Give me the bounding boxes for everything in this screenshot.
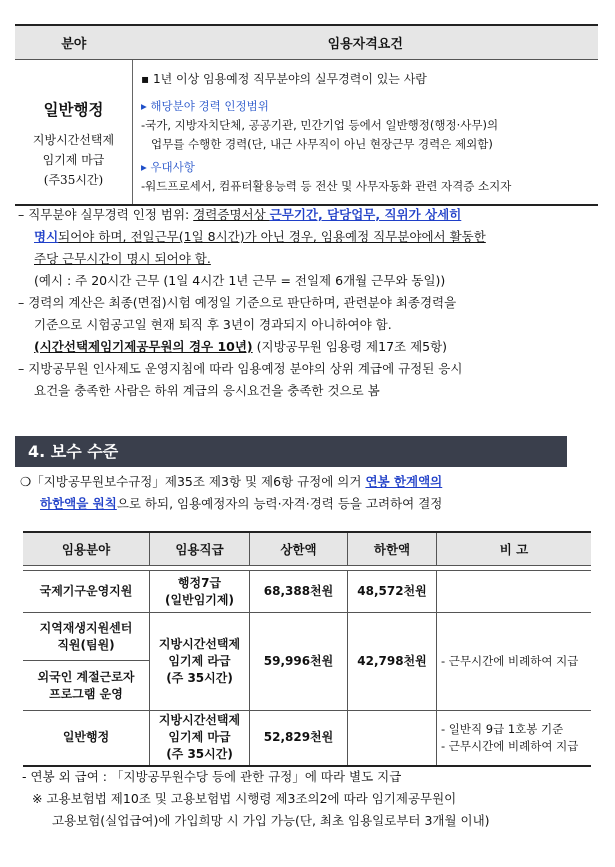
career-scope-line-1: -국가, 지방자치단체, 공공기관, 민간기업 등에서 일반행정(행정·사무)의 (141, 118, 499, 132)
note-1-line-2 (18, 226, 603, 248)
note-3-line-2: 요건을 충족한 사람은 하위 계급의 응시요건을 충족한 것으로 봄 (34, 383, 380, 398)
pay-r1-grade-a: 행정7급 (177, 575, 222, 590)
footer-line-2: ※ 고용보험법 제10조 및 고용보험법 시행령 제3조의2에 따라 임기제공무원이 (32, 791, 457, 806)
header-field: 분야 (15, 25, 133, 60)
pay-r1-upper: 68,388천원 (250, 571, 348, 613)
section-4-title: 4. 보수 수준 (15, 436, 567, 467)
pay-r3-field: 일반행정 (23, 711, 150, 766)
pay-r3-note (437, 711, 592, 766)
note-2-line-2: 기준으로 시험공고일 현재 퇴직 후 3년이 경과되지 아니하여야 함. (34, 317, 392, 332)
field-sub-1: 지방시간선택제 (32, 133, 115, 147)
intro-d: 으로 하되, 임용예정자의 능력·자격·경력 등을 고려하여 결정 (116, 496, 443, 511)
intro-emphasis-1: 연봉 한계액의 (365, 474, 443, 489)
pay-row-2a (23, 613, 591, 661)
intro-line-1 (20, 471, 600, 493)
note-1-emphasis: 근무기간, 담당업무, 직위가 상세히 (269, 207, 462, 222)
pay-r1-lower: 48,572천원 (348, 571, 437, 613)
note-1-a: – 직무분야 실무경력 인정 범위: (18, 207, 194, 222)
career-scope-line-2: 업무를 수행한 경력(단, 내근 사무직이 아닌 현장근무 경력은 제외함) (151, 137, 493, 151)
pay-header-upper: 상한액 (250, 532, 348, 566)
pay-r3-grade-c: (주 35시간) (166, 747, 233, 762)
note-2-ref: (지방공무원 임용령 제17조 제5항) (252, 339, 448, 354)
pay-header-grade: 임용직급 (150, 532, 250, 566)
footer-line-3: 고용보험(실업급여)에 가입희망 시 가입 가능(단, 최초 임용일로부터 3개월 이내) (52, 813, 490, 828)
field-cell (15, 60, 133, 206)
section-4-intro (20, 471, 600, 515)
intro-line-2 (20, 493, 600, 515)
note-1-emphasis-2: 명시 (34, 229, 59, 244)
pay-r1-field: 국제기구운영지원 (23, 571, 150, 613)
pay-r3-grade (150, 711, 250, 766)
pay-r3-grade-a: 지방시간선택제 (158, 713, 241, 728)
pay-r2-lower: 42,798천원 (348, 613, 437, 711)
note-2-line-1: – 경력의 계산은 최종(면접)시험 예정일 기준으로 판단하며, 관련분야 최종경력을 (18, 295, 457, 310)
pay-r2-grade-c: (주 35시간) (166, 671, 233, 685)
note-1-line-1 (18, 204, 603, 226)
pay-r3-note-line-2: - 근무시간에 비례하여 지급 (441, 738, 579, 753)
note-2-emphasis: (시간선택제임기제공무원의 경우 10년) (34, 339, 253, 354)
pay-r2-grade-a: 지방시간선택제 (158, 637, 241, 651)
note-1-e: 되어야 하며, 전일근무(1일 8시간)가 아닌 경우, 임용예정 직무분야에서 활동한 (58, 229, 486, 244)
note-2-line-3 (18, 336, 603, 358)
pay-r2-field-a-1: 지역재생지원센터 (39, 620, 133, 635)
pay-r1-grade-b: (일반임기제) (165, 592, 234, 607)
pay-r1-note (437, 571, 592, 613)
footer-line-1: - 연봉 외 급여 : 「지방공무원수당 등에 관한 규정」에 따라 별도 지급 (22, 769, 402, 784)
field-sub-3: (주35시간) (43, 173, 104, 187)
req-main: ▪ 1년 이상 임용예정 직무분야의 실무경력이 있는 사람 (141, 72, 427, 86)
pay-row-1 (23, 571, 591, 613)
pay-r3-lower (348, 711, 437, 766)
footer-block (22, 766, 602, 832)
pay-header-row (23, 532, 591, 566)
pay-r2-upper: 59,996천원 (250, 613, 348, 711)
pay-r2-field-a (23, 613, 150, 661)
intro-emphasis-2: 하한액을 원칙 (40, 496, 117, 511)
pay-r2-field-b (23, 661, 150, 711)
note-1-example: (예시 : 주 20시간 근무 (1일 4시간 1년 근무 = 전일제 6개월 근무와 동일)) (34, 273, 446, 288)
pay-r2-field-b-1: 외국인 계절근로자 (37, 669, 135, 684)
qualification-header-row (15, 25, 598, 60)
pay-r2-grade-b: 임기제 라급 (168, 654, 231, 668)
pay-r3-grade-b: 임기제 마급 (168, 730, 231, 745)
pay-header-lower: 하한액 (348, 532, 437, 566)
note-1-b: 경력증명서상 (193, 207, 270, 222)
pay-r3-note-line-1: - 일반직 9급 1호봉 기준 (441, 721, 564, 736)
qualification-row (15, 60, 598, 206)
notes-block (18, 204, 603, 402)
field-sub-2: 임기제 마급 (42, 153, 105, 167)
career-scope-title: ▸ 해당분야 경력 인정범위 (141, 99, 269, 113)
requirements-cell (133, 60, 599, 206)
pay-r2-field-b-2: 프로그램 운영 (49, 686, 123, 701)
note-3-line-1: – 지방공무원 인사제도 운영지침에 따라 임용예정 분야의 상위 계급에 규정된 응시 (18, 361, 463, 376)
intro-a: ❍「지방공무원보수규정」제35조 제3항 및 제6항 규정에 의거 (20, 474, 366, 489)
qualification-table (15, 24, 598, 206)
pay-r2-field-a-2: 직원(팀원) (57, 637, 115, 652)
pay-r2-grade (150, 613, 250, 711)
header-requirements: 임용자격요건 (133, 25, 599, 60)
pay-table (23, 531, 591, 767)
pay-row-3 (23, 711, 591, 766)
pay-r3-upper: 52,829천원 (250, 711, 348, 766)
pay-r1-grade (150, 571, 250, 613)
pay-header-note: 비 고 (437, 532, 592, 566)
pay-r2-note: - 근무시간에 비례하여 지급 (437, 613, 592, 711)
note-1-line-3: 주당 근무시간이 명시 되어야 함. (34, 251, 211, 266)
preference-title: ▸ 우대사항 (141, 160, 195, 174)
field-title: 일반행정 (43, 100, 104, 119)
preference-line: -워드프로세서, 컴퓨터활용능력 등 전산 및 사무자동화 관련 자격증 소지자 (141, 179, 512, 193)
pay-header-field: 임용분야 (23, 532, 150, 566)
